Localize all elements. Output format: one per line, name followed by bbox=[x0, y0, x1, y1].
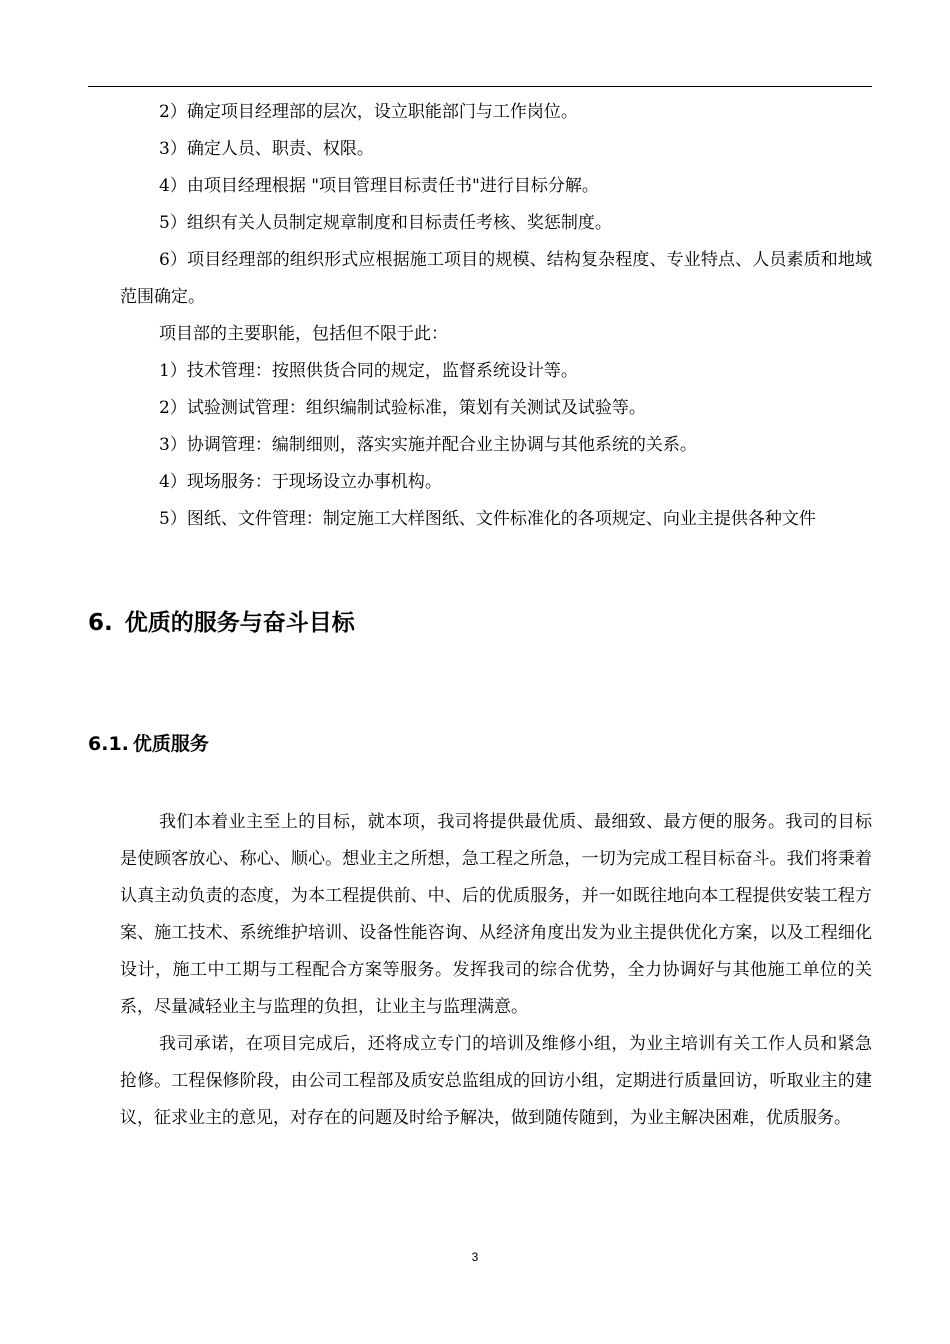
paragraph-service-commitment: 我们本着业主至上的目标，就本项，我司将提供最优质、最细致、最方便的服务。我司的目标是使顾客放心、称心、顺心。想业主之所想，急工程之所急，一切为完成工程目标奋斗。我们将秉着认真主动负责的态度，为本工程提供前、中、后的优质服务，并一如既往地向本工程提供安装工程方案、施工技术、系统维护培训、设备性能咨询、从经济角度出发为业主提供优化方案，以及工程细化设计，施工中工期与工程配合方案等服务。发挥我司的综合优势，全力协调好与其他施工单位的关系，尽量减轻业主与监理的负担，让业主与监理满意。 bbox=[120, 812, 872, 1017]
heading-level-1 bbox=[88, 603, 355, 643]
paragraph-duty-1: 1）技术管理：按照供货合同的规定，监督系统设计等。 bbox=[159, 361, 578, 381]
paragraph-after-service-promise: 我司承诺，在项目完成后，还将成立专门的培训及维修小组，为业主培训有关工作人员和紧急抢修。工程保修阶段，由公司工程部及质安总监组成的回访小组，定期进行质量回访，听取业主的建议，征求业主的意见，对存在的问题及时给予解决，做到随传随到，为业主解决困难，优质服务。 bbox=[120, 1034, 872, 1128]
heading-1-title: 优质的服务与奋斗目标 bbox=[124, 610, 355, 636]
paragraph-duty-3: 3）协调管理：编制细则，落实实施并配合业主协调与其他系统的关系。 bbox=[159, 435, 697, 455]
paragraph-duty-2: 2）试验测试管理：组织编制试验标准，策划有关测试及试验等。 bbox=[159, 398, 646, 418]
paragraph-duty-4: 4）现场服务：于现场设立办事机构。 bbox=[159, 472, 442, 492]
paragraph-step-2: 2）确定项目经理部的层次，设立职能部门与工作岗位。 bbox=[159, 102, 578, 122]
paragraph-duties-intro: 项目部的主要职能，包括但不限于此： bbox=[159, 324, 448, 344]
heading-1-number: 6. bbox=[88, 610, 113, 636]
heading-level-2 bbox=[88, 727, 209, 761]
header-rule bbox=[88, 86, 872, 87]
page-number: 3 bbox=[471, 1250, 479, 1264]
body-section-org-duties bbox=[120, 94, 872, 538]
body-section-quality-service bbox=[120, 804, 872, 1137]
paragraph-step-5: 5）组织有关人员制定规章制度和目标责任考核、奖惩制度。 bbox=[159, 213, 612, 233]
paragraph-step-6: 6）项目经理部的组织形式应根据施工项目的规模、结构复杂程度、专业特点、人员素质和地域范围确定。 bbox=[120, 250, 872, 307]
heading-2-number: 6.1. bbox=[88, 733, 129, 755]
heading-2-title: 优质服务 bbox=[132, 733, 209, 755]
paragraph-step-3: 3）确定人员、职责、权限。 bbox=[159, 139, 374, 159]
paragraph-step-4: 4）由项目经理根据 "项目管理目标责任书"进行目标分解。 bbox=[159, 176, 599, 196]
paragraph-duty-5: 5）图纸、文件管理：制定施工大样图纸、文件标准化的各项规定、向业主提供各种文件 bbox=[159, 509, 816, 529]
